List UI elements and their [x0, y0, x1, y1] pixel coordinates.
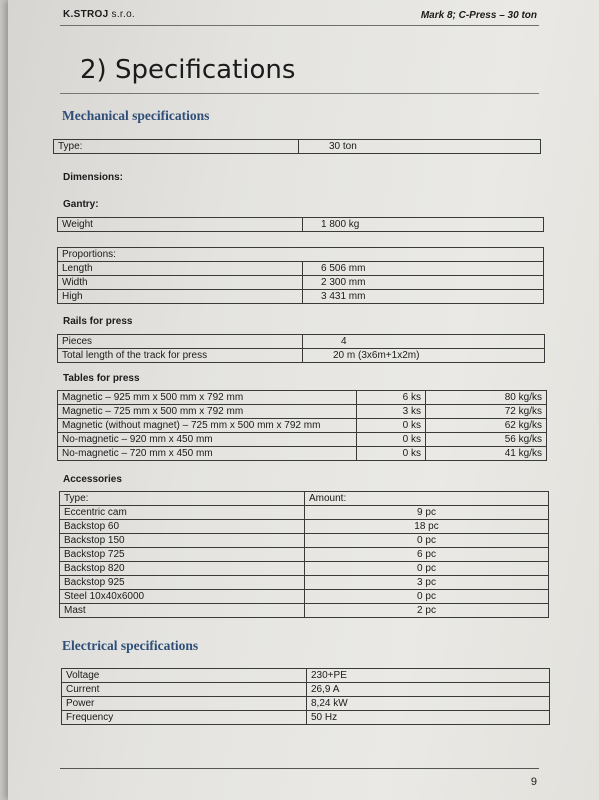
accessory-type: Steel 10x40x6000	[60, 590, 305, 604]
table-row	[62, 697, 550, 711]
table-row	[58, 447, 547, 461]
type-label: Type:	[54, 140, 299, 154]
row-label: Current	[62, 683, 307, 697]
table-name: Magnetic (without magnet) – 725 mm x 500 mm x 792 mm	[58, 419, 357, 433]
table-row	[58, 248, 544, 262]
row-value: 20 m (3x6m+1x2m)	[303, 349, 545, 363]
accessory-type: Eccentric cam	[60, 506, 305, 520]
accessory-amount: 18 pc	[305, 520, 549, 534]
accessory-amount: 2 pc	[305, 604, 549, 618]
row-value: 6 506 mm	[303, 262, 544, 276]
table-row	[58, 262, 544, 276]
table-row	[60, 562, 549, 576]
type-value: 30 ton	[299, 140, 541, 154]
table-row	[58, 405, 547, 419]
accessory-type: Backstop 725	[60, 548, 305, 562]
accessory-amount: 3 pc	[305, 576, 549, 590]
proportions-table	[57, 247, 544, 304]
table-weight: 80 kg/ks	[426, 391, 547, 405]
table-row	[60, 590, 549, 604]
accessory-type: Backstop 820	[60, 562, 305, 576]
table-name: Magnetic – 925 mm x 500 mm x 792 mm	[58, 391, 357, 405]
table-qty: 3 ks	[357, 405, 426, 419]
table-row	[58, 335, 545, 349]
table-qty: 6 ks	[357, 391, 426, 405]
title-rule	[60, 93, 539, 94]
proportions-header: Proportions:	[58, 248, 544, 262]
row-label: Length	[58, 262, 303, 276]
electrical-table	[61, 668, 550, 725]
table-name: No-magnetic – 720 mm x 450 mm	[58, 447, 357, 461]
table-row	[58, 349, 545, 363]
accessory-type: Backstop 150	[60, 534, 305, 548]
accessory-type: Mast	[60, 604, 305, 618]
dimensions-label: Dimensions:	[63, 172, 124, 183]
table-row	[62, 669, 550, 683]
accessory-amount: 0 pc	[305, 562, 549, 576]
accessory-amount: 6 pc	[305, 548, 549, 562]
row-label: Frequency	[62, 711, 307, 725]
accessories-label: Accessories	[63, 474, 122, 485]
table-row	[62, 683, 550, 697]
table-row	[58, 419, 547, 433]
rails-label: Rails for press	[63, 316, 133, 327]
document-page	[8, 0, 599, 800]
table-weight: 72 kg/ks	[426, 405, 547, 419]
table-row	[60, 534, 549, 548]
row-label: Width	[58, 276, 303, 290]
table-row	[60, 548, 549, 562]
table-row	[58, 218, 544, 232]
row-value: 26,9 A	[307, 683, 550, 697]
table-qty: 0 ks	[357, 419, 426, 433]
accessory-type: Backstop 925	[60, 576, 305, 590]
row-label: Pieces	[58, 335, 303, 349]
table-name: No-magnetic – 920 mm x 450 mm	[58, 433, 357, 447]
table-weight: 62 kg/ks	[426, 419, 547, 433]
page-title: 2) Specifications	[80, 55, 296, 85]
table-row	[60, 520, 549, 534]
press-tables-table	[57, 390, 547, 461]
electrical-heading: Electrical specifications	[62, 638, 199, 653]
mechanical-heading: Mechanical specifications	[62, 108, 210, 123]
table-row	[60, 604, 549, 618]
row-value: 8,24 kW	[307, 697, 550, 711]
accessory-amount: 0 pc	[305, 534, 549, 548]
table-row	[54, 140, 541, 154]
gantry-label: Gantry:	[63, 199, 99, 210]
accessory-type: Backstop 60	[60, 520, 305, 534]
table-row	[60, 576, 549, 590]
accessories-table	[59, 491, 549, 618]
row-value: 50 Hz	[307, 711, 550, 725]
table-row	[58, 391, 547, 405]
row-value: 3 431 mm	[303, 290, 544, 304]
row-value: 2 300 mm	[303, 276, 544, 290]
weight-label: Weight	[58, 218, 303, 232]
row-label: Power	[62, 697, 307, 711]
document-title: Mark 8; C-Press – 30 ton	[420, 10, 537, 21]
col-type-header: Type:	[60, 492, 305, 506]
table-row	[58, 433, 547, 447]
company-name: K.STROJ s.r.o.	[63, 9, 136, 20]
table-row	[62, 711, 550, 725]
row-label: Total length of the track for press	[58, 349, 303, 363]
row-label: High	[58, 290, 303, 304]
tables-label: Tables for press	[63, 373, 140, 384]
table-qty: 0 ks	[357, 447, 426, 461]
footer-rule	[60, 768, 539, 769]
rails-table	[57, 334, 545, 363]
row-label: Voltage	[62, 669, 307, 683]
table-weight: 41 kg/ks	[426, 447, 547, 461]
table-row	[60, 506, 549, 520]
col-amount-header: Amount:	[305, 492, 549, 506]
weight-table	[57, 217, 544, 232]
header-rule	[60, 25, 539, 26]
page-number: 9	[530, 776, 537, 788]
table-weight: 56 kg/ks	[426, 433, 547, 447]
accessory-amount: 0 pc	[305, 590, 549, 604]
weight-value: 1 800 kg	[303, 218, 544, 232]
accessory-amount: 9 pc	[305, 506, 549, 520]
row-value: 4	[303, 335, 545, 349]
table-row	[58, 290, 544, 304]
table-name: Magnetic – 725 mm x 500 mm x 792 mm	[58, 405, 357, 419]
type-table	[53, 139, 541, 154]
row-value: 230+PE	[307, 669, 550, 683]
table-row	[58, 276, 544, 290]
table-row	[60, 492, 549, 506]
table-qty: 0 ks	[357, 433, 426, 447]
